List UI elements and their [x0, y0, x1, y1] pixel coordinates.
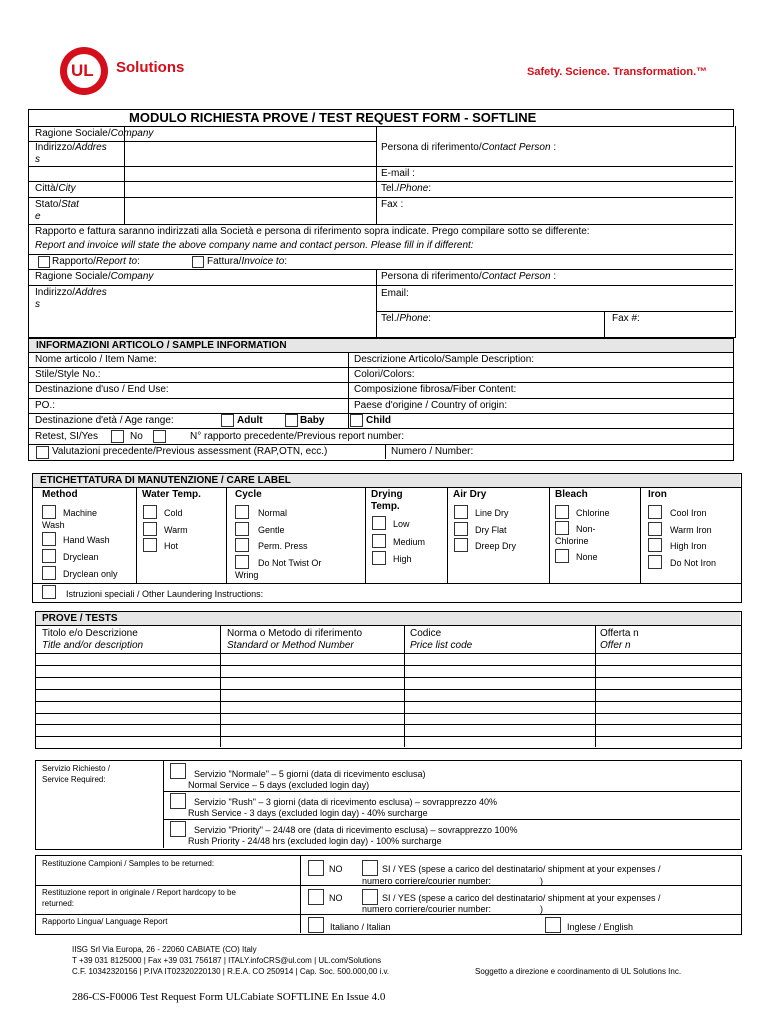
billing-address-label — [35, 287, 107, 299]
cycle-perm-press-label: Perm. Press — [258, 541, 308, 551]
bleach-non-chlorine-label: Chlorine — [555, 536, 589, 546]
samples-no-label: NO — [329, 864, 343, 874]
airdry-dreep-label: Dreep Dry — [475, 541, 517, 551]
bleach-chlorine-label: Chlorine — [576, 508, 610, 518]
non-chlorine-checkbox[interactable] — [555, 521, 569, 535]
billing-fax-label: Fax #: — [612, 313, 640, 324]
rush-service-en: Rush Service - 3 days (excluded login day) - 40% surcharge — [188, 808, 428, 818]
phone-label-colon: : — [428, 183, 432, 194]
fax-label: Fax : — [381, 199, 404, 210]
high-iron-checkbox[interactable] — [648, 538, 662, 552]
invoice-to-label-it: Fattura/ — [207, 256, 242, 267]
previous-assessment-label: Valutazioni precedente/Previous assessment (RAP,OTN, ecc.) — [52, 446, 328, 457]
bleach-heading: Bleach — [555, 489, 588, 500]
colors-label: Colori/Colors: — [354, 369, 415, 380]
drying-temp-heading-2: Temp. — [371, 501, 400, 512]
age-range-label: Destinazione d'età / Age range: — [35, 415, 174, 426]
report-hardcopy-label-2: returned: — [42, 899, 75, 908]
billing-note-it: Rapporto e fattura saranno indirizzati alla Società e persona di riferimento sopra indicate. Prego compilare sotto se differente: — [35, 226, 590, 237]
report-no-label: NO — [329, 893, 343, 903]
normal-service-en: Normal Service – 5 days (excluded login day) — [188, 780, 370, 790]
report-to-label-it: Rapporto/ — [52, 256, 96, 267]
billing-address-input[interactable] — [125, 286, 375, 336]
billing-contact-label-colon: : — [550, 271, 557, 282]
billing-phone-label-it: Tel./ — [381, 313, 400, 324]
cycle-gentle-label: Gentle — [258, 525, 285, 535]
chlorine-checkbox[interactable] — [555, 505, 569, 519]
table-row[interactable] — [36, 737, 740, 747]
table-row[interactable] — [36, 678, 740, 689]
cycle-do-not-twist-label: Do Not Twist Or — [258, 558, 322, 568]
tests-col-standard-en: Standard or Method Number — [227, 640, 354, 651]
iron-high-label: High Iron — [670, 541, 707, 551]
company-label-en: Company — [110, 128, 154, 139]
document-reference: 286-CS-F0006 Test Request Form ULCabiate SOFTLINE En Issue 4.0 — [72, 991, 386, 1003]
state-label-en: Stat — [61, 199, 79, 210]
normal-service-it: Servizio "Normale" – 5 giorni (data di ricevimento esclusa) — [194, 769, 426, 779]
service-label: Servizio Richiesto / — [42, 764, 111, 773]
previous-report-label: N° rapporto precedente/Previous report number: — [190, 431, 405, 442]
previous-assessment-checkbox[interactable] — [36, 446, 49, 459]
state-label — [35, 199, 79, 211]
billing-company-input[interactable] — [125, 270, 375, 284]
tests-col-standard-it: Norma o Metodo di riferimento — [227, 628, 363, 639]
city-label-en: City — [58, 183, 76, 194]
report-to-label-colon: : — [137, 256, 140, 267]
tests-heading: PROVE / TESTS — [42, 613, 118, 624]
retest-yes-checkbox[interactable] — [111, 430, 124, 443]
footer-contacts: T +39 031 8125000 | Fax +39 031 756187 | ITALY.infoCRS@ul.com | UL.com/Solutions — [72, 956, 382, 965]
english-label: Inglese / English — [567, 922, 634, 932]
tagline: Safety. Science. Transformation.™ — [527, 66, 708, 78]
dreep-dry-checkbox[interactable] — [454, 538, 468, 552]
bleach-none-checkbox[interactable] — [555, 549, 569, 563]
billing-address-label-wrap: s — [35, 299, 40, 310]
billing-contact-label-en: Contact Person — [481, 271, 551, 282]
airdry-flat-label: Dry Flat — [475, 525, 507, 535]
number-label: Numero / Number: — [391, 446, 474, 457]
machine-wash-checkbox[interactable] — [42, 505, 56, 519]
method-dryclean-only-label: Dryclean only — [63, 569, 118, 579]
report-yes-label: SI / YES (spese a carico del destinatario/ shipment at your expenses / — [382, 893, 661, 903]
tests-col-title-it: Titolo e/o Descrizione — [42, 628, 138, 639]
contact-person-label — [381, 142, 556, 154]
city-label-it: Città/ — [35, 183, 59, 194]
ul-logo — [58, 45, 110, 97]
baby-label: Baby — [300, 415, 325, 426]
iron-heading: Iron — [648, 489, 667, 500]
billing-phone-label — [381, 313, 431, 325]
report-to-label-en: Report to — [95, 256, 138, 267]
drying-low-label: Low — [393, 519, 410, 529]
table-row[interactable] — [36, 714, 740, 724]
title-bar — [28, 109, 734, 127]
rush-service-it: Servizio "Rush" – 3 giorni (data di ricevimento esclusa) – sovrapprezzo 40% — [194, 797, 498, 807]
cycle-normal-label: Normal — [258, 508, 288, 518]
water-cold-label: Cold — [164, 508, 183, 518]
dry-flat-checkbox[interactable] — [454, 522, 468, 536]
company-input[interactable] — [125, 127, 375, 140]
country-of-origin-label: Paese d'origine / Country of origin: — [354, 400, 508, 411]
report-to-label — [52, 256, 140, 268]
form-title: MODULO RICHIESTA PROVE / TEST REQUEST FORM - SOFTLINE — [129, 110, 537, 125]
brand-name: Solutions — [116, 59, 185, 76]
phone-label-it: Tel./ — [381, 183, 400, 194]
invoice-to-label — [207, 256, 287, 268]
gentle-checkbox[interactable] — [235, 522, 249, 536]
method-hand-wash-label: Hand Wash — [63, 535, 110, 545]
bleach-non-label: Non- — [576, 524, 596, 534]
phone-label — [381, 183, 431, 195]
tests-col-offer-en: Offer n — [600, 640, 631, 651]
priority-service-en: Rush Priority - 24/48 hrs (excluded login day) - 100% surcharge — [188, 836, 442, 846]
dry-medium-checkbox[interactable] — [372, 534, 386, 548]
service-label-en: Service Required: — [42, 775, 106, 784]
perm-press-checkbox[interactable] — [235, 538, 249, 552]
special-instructions-label: Istruzioni speciali / Other Laundering Instructions: — [66, 589, 264, 599]
footer-subject-to: Soggetto a direzione e coordinamento di UL Solutions Inc. — [475, 967, 682, 976]
dryclean-checkbox[interactable] — [42, 549, 56, 563]
do-not-twist-checkbox[interactable] — [235, 555, 249, 569]
hand-wash-checkbox[interactable] — [42, 532, 56, 546]
report-no-checkbox[interactable] — [308, 889, 324, 905]
priority-service-it: Servizio "Priority" – 24/48 ore (data di ricevimento esclusa) – sovrapprezzo 100% — [194, 825, 518, 835]
city-input[interactable] — [125, 182, 375, 196]
footer-address: IISG Srl Via Europa, 26 - 22060 CABIATE (CO) Italy — [72, 945, 257, 954]
tests-col-title-en: Title and/or description — [42, 640, 144, 651]
billing-email-label: Email: — [381, 288, 409, 299]
normal-cycle-checkbox[interactable] — [235, 505, 249, 519]
tests-col-code-it: Codice — [410, 628, 442, 639]
samples-yes-label: SI / YES (spese a carico del destinatario/ shipment at your expenses / — [382, 864, 661, 874]
table-row[interactable] — [36, 702, 740, 713]
report-courier-paren: ) — [540, 904, 543, 914]
address-input[interactable] — [125, 142, 375, 165]
method-machine-label: Machine — [63, 508, 98, 518]
table-row[interactable] — [36, 654, 740, 665]
rush-service-checkbox[interactable] — [170, 793, 186, 809]
iron-warm-label: Warm Iron — [670, 525, 712, 535]
retest-no-checkbox[interactable] — [153, 430, 166, 443]
end-use-label: Destinazione d'uso / End Use: — [35, 384, 169, 395]
cycle-heading: Cycle — [235, 489, 262, 500]
fax-input[interactable] — [412, 198, 732, 223]
address-label-wrap: s — [35, 154, 40, 165]
table-row[interactable] — [36, 666, 740, 677]
special-instructions-checkbox[interactable] — [42, 585, 56, 599]
airdry-line-label: Line Dry — [475, 508, 509, 518]
dryclean-only-checkbox[interactable] — [42, 566, 56, 580]
contact-person-label-colon: : — [550, 142, 557, 153]
adult-label: Adult — [237, 415, 263, 426]
state-label-it: Stato/ — [35, 199, 62, 210]
style-no-label: Stile/Style No.: — [35, 369, 101, 380]
water-warm-label: Warm — [164, 525, 188, 535]
email-label: E-mail : — [381, 168, 415, 179]
contact-person-label-en: Contact Person — [481, 142, 551, 153]
drying-temp-heading: Drying — [371, 489, 403, 500]
do-not-iron-checkbox[interactable] — [648, 555, 662, 569]
report-courier-label: numero corriere/courier number: — [362, 904, 492, 914]
cold-checkbox[interactable] — [143, 505, 157, 519]
address-label-it: Indirizzo/ — [35, 142, 76, 153]
dry-high-checkbox[interactable] — [372, 551, 386, 565]
hot-checkbox[interactable] — [143, 538, 157, 552]
table-row[interactable] — [36, 690, 740, 701]
tests-col-code-en: Price list code — [410, 640, 473, 651]
logo-text: UL — [71, 61, 94, 80]
invoice-to-label-colon: : — [284, 256, 288, 267]
contact-person-label-it: Persona di riferimento/ — [381, 142, 482, 153]
billing-address-label-en: Addres — [75, 287, 107, 298]
table-row[interactable] — [36, 725, 740, 736]
language-report-label: Rapporto Lingua/ Language Report — [42, 917, 168, 926]
drying-high-label: High — [393, 554, 412, 564]
water-temp-heading: Water Temp. — [142, 489, 201, 500]
baby-checkbox[interactable] — [285, 414, 298, 427]
billing-address-label-it: Indirizzo/ — [35, 287, 76, 298]
billing-phone-label-colon: : — [428, 313, 432, 324]
iron-cool-label: Cool Iron — [670, 508, 707, 518]
method-heading: Method — [42, 489, 78, 500]
phone-label-en: Phone — [399, 183, 429, 194]
method-wash-label: Wash — [42, 520, 65, 530]
item-name-label: Nome articolo / Item Name: — [35, 354, 157, 365]
phone-input[interactable] — [445, 182, 732, 196]
adult-checkbox[interactable] — [221, 414, 234, 427]
air-dry-heading: Air Dry — [453, 489, 487, 500]
sample-info-heading: INFORMAZIONI ARTICOLO / SAMPLE INFORMATION — [36, 340, 287, 351]
billing-phone-label-en: Phone — [399, 313, 429, 324]
warm-iron-checkbox[interactable] — [648, 522, 662, 536]
billing-contact-label — [381, 271, 556, 283]
invoice-to-label-en: Invoice to — [241, 256, 285, 267]
report-to-checkbox[interactable] — [38, 256, 50, 268]
po-label: PO.: — [35, 400, 56, 411]
company-label-it: Ragione Sociale/ — [35, 128, 111, 139]
dry-low-checkbox[interactable] — [372, 516, 386, 530]
priority-service-checkbox[interactable] — [170, 821, 186, 837]
child-label: Child — [366, 415, 391, 426]
samples-courier-paren: ) — [540, 876, 543, 886]
italian-label: Italiano / Italian — [330, 922, 391, 932]
drying-medium-label: Medium — [393, 537, 426, 547]
footer-registration: C.F. 10342320156 | P.IVA IT02320220130 | R.E.A. CO 250914 | Cap. Soc. 500.000,00 i.v. — [72, 967, 390, 976]
billing-contact-label-it: Persona di riferimento/ — [381, 271, 482, 282]
address-label-en: Addres — [75, 142, 107, 153]
retest-label: Retest, SI/Yes — [35, 431, 98, 442]
italian-checkbox[interactable] — [308, 917, 324, 933]
city-label — [35, 183, 76, 195]
iron-do-not-label: Do Not Iron — [670, 558, 717, 568]
state-input[interactable] — [125, 198, 375, 223]
child-checkbox[interactable] — [350, 414, 363, 427]
water-hot-label: Hot — [164, 541, 179, 551]
retest-no-label: No — [130, 431, 143, 442]
care-label-heading: ETICHETTATURA DI MANUTENZIONE / CARE LABEL — [40, 475, 291, 486]
samples-no-checkbox[interactable] — [308, 860, 324, 876]
invoice-to-checkbox[interactable] — [192, 256, 204, 268]
samples-returned-label: Restituzione Campioni / Samples to be returned: — [42, 859, 215, 868]
warm-checkbox[interactable] — [143, 522, 157, 536]
line-dry-checkbox[interactable] — [454, 505, 468, 519]
email-input[interactable] — [420, 167, 732, 180]
sample-description-label: Descrizione Articolo/Sample Description: — [354, 354, 535, 365]
method-dryclean-label: Dryclean — [63, 552, 99, 562]
english-checkbox[interactable] — [545, 917, 561, 933]
tests-col-offer-it: Offerta n — [600, 628, 639, 639]
billing-note-en: Report and invoice will state the above company name and contact person. Please fill in if different: — [35, 240, 474, 251]
state-label-wrap: e — [35, 211, 41, 222]
fiber-content-label: Composizione fibrosa/Fiber Content: — [354, 384, 517, 395]
address-label — [35, 142, 107, 154]
billing-company-label-it: Ragione Sociale/ — [35, 271, 111, 282]
bleach-none-label: None — [576, 552, 598, 562]
report-hardcopy-label: Restituzione report in originale / Report hardcopy to be — [42, 888, 236, 897]
billing-company-label-en: Company — [110, 271, 154, 282]
samples-courier-label: numero corriere/courier number: — [362, 876, 492, 886]
normal-service-checkbox[interactable] — [170, 763, 186, 779]
cycle-wring-label: Wring — [235, 570, 259, 580]
samples-yes-checkbox[interactable] — [362, 860, 378, 876]
cool-iron-checkbox[interactable] — [648, 505, 662, 519]
